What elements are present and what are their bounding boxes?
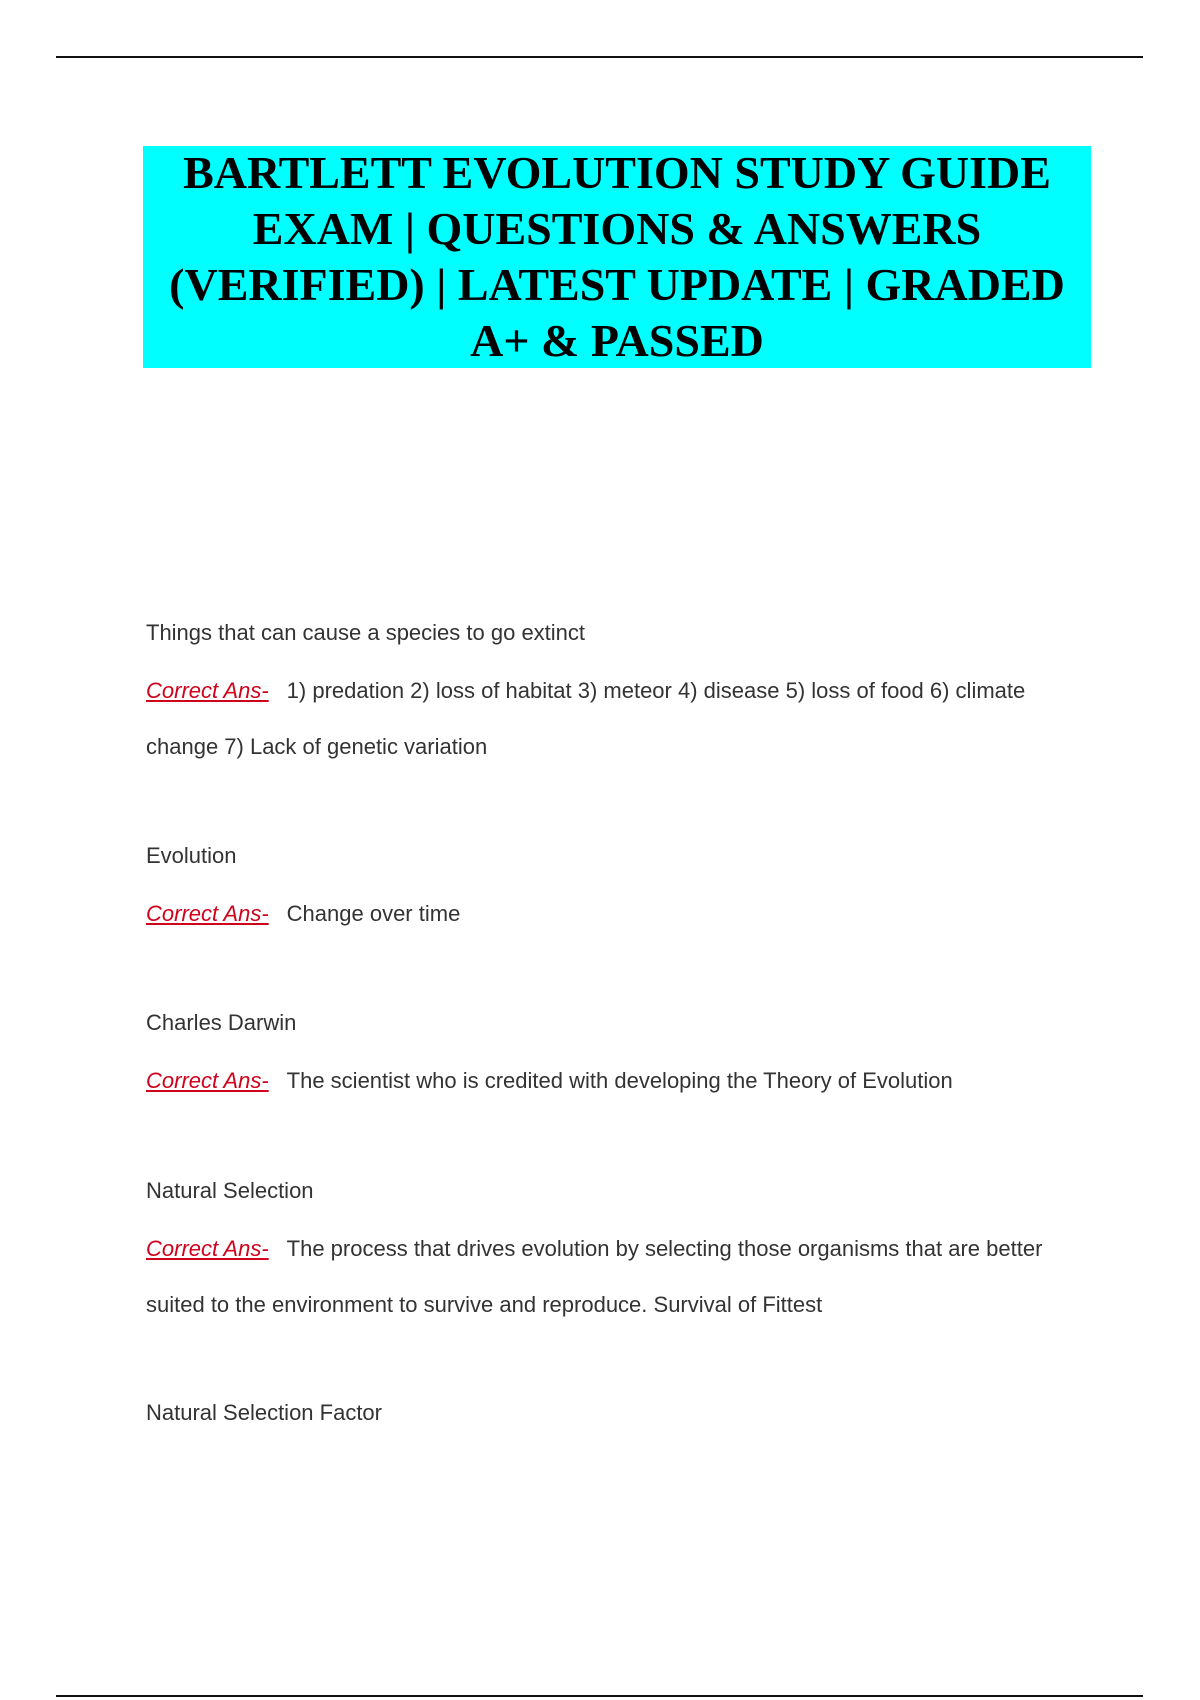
correct-answer-label: Correct Ans- [146,1236,269,1261]
answer-text [146,1053,1086,1109]
question-text: Charles Darwin [146,1010,297,1035]
answer-text [146,886,1086,942]
question-text: Natural Selection [146,1178,314,1203]
answer-text [146,663,1086,775]
title-banner [143,146,1091,368]
qa-item [146,1400,1086,1426]
qa-item [146,843,1086,942]
correct-answer-label: Correct Ans- [146,901,269,926]
answer-body: 1) predation 2) loss of habitat 3) meteor 4) disease 5) loss of food 6) climate change 7) Lack of genetic variation [146,678,1026,759]
answer-body: The scientist who is credited with developing the Theory of Evolution [286,1068,953,1093]
question-text: Things that can cause a species to go extinct [146,620,586,645]
answer-text [146,1221,1086,1333]
top-rule [56,56,1143,58]
qa-item [146,620,1086,775]
document-title: BARTLETT EVOLUTION STUDY GUIDE EXAM | QUESTIONS & ANSWERS (VERIFIED) | LATEST UPDATE | GRADED A+ & PASSED [169,147,1065,366]
answer-body: Change over time [286,901,461,926]
correct-answer-label: Correct Ans- [146,678,269,703]
bottom-rule [56,1695,1143,1697]
correct-answer-label: Correct Ans- [146,1068,269,1093]
qa-item [146,1010,1086,1109]
question-text: Evolution [146,843,237,868]
answer-body: The process that drives evolution by selecting those organisms that are better suited to the environment to survive and reproduce. Survival of Fittest [146,1236,1043,1317]
qa-item [146,1178,1086,1333]
question-text: Natural Selection Factor [146,1400,382,1425]
